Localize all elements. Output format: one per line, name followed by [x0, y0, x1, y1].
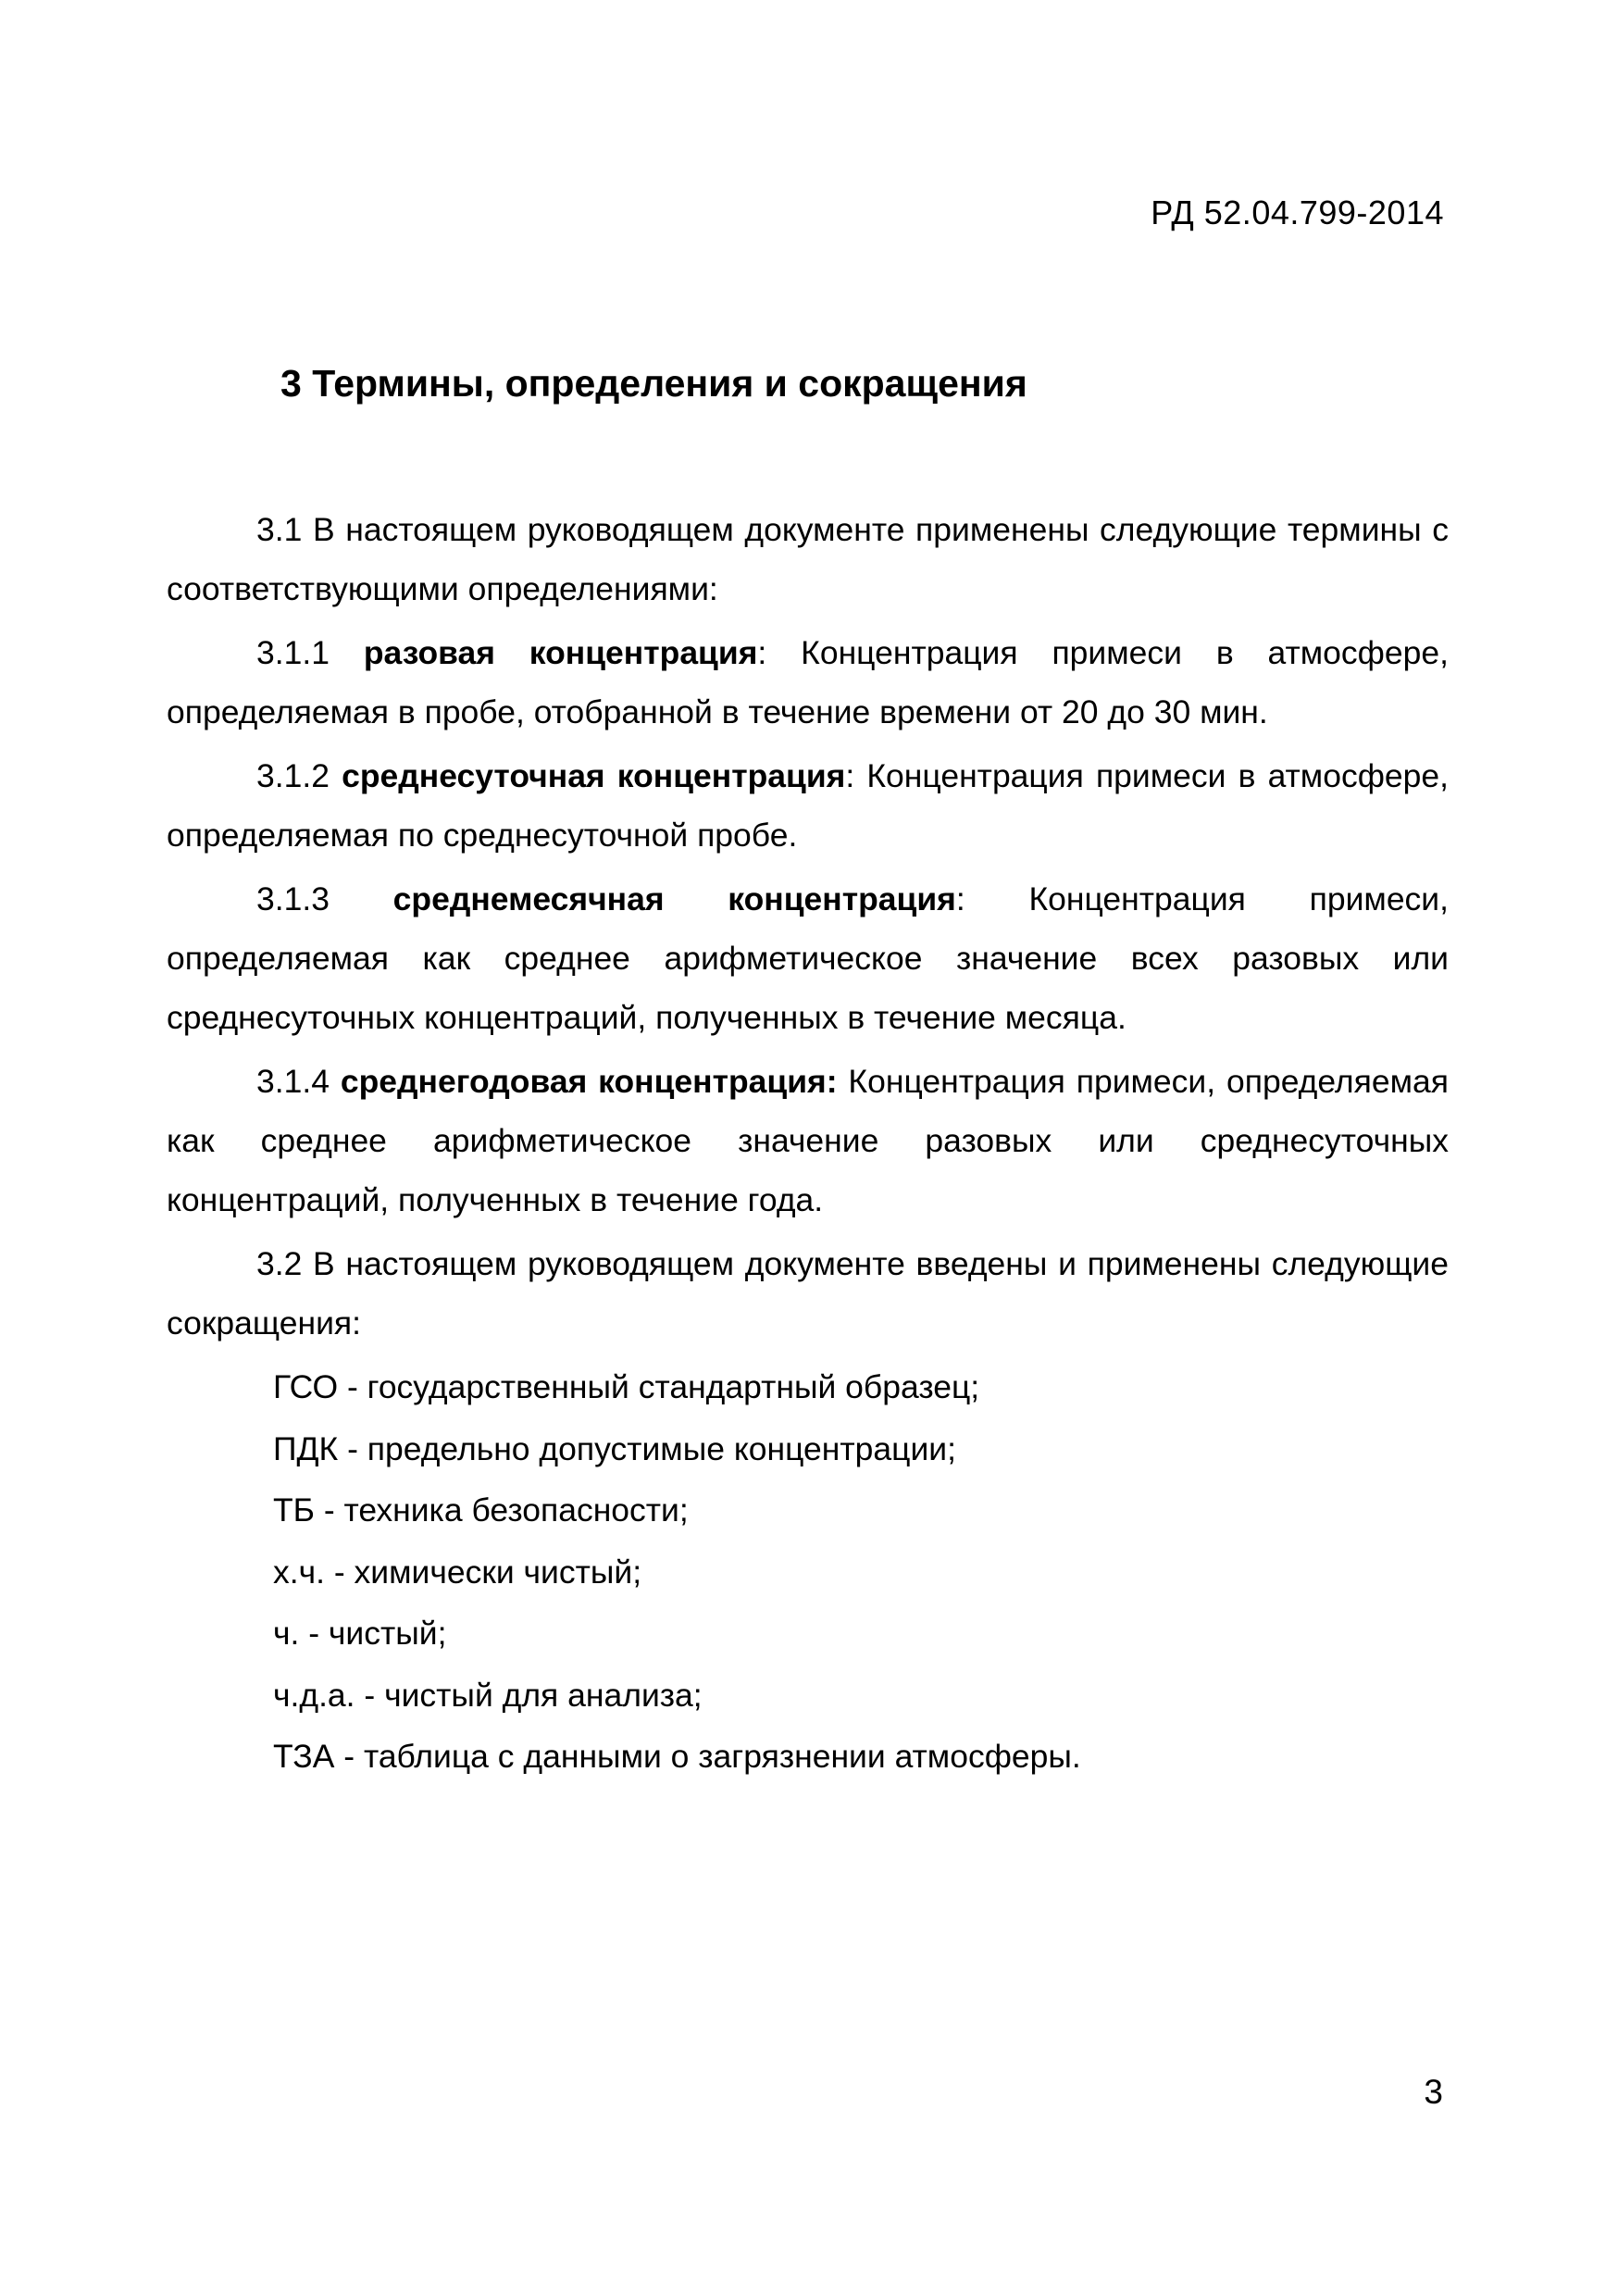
paragraph-number: 3.1.2	[256, 757, 342, 794]
paragraph-number: 3.1.4	[256, 1063, 341, 1100]
term-definition: : Концентрация примеси, определяемая как среднее арифметическое значение всех разовых или среднесуточных концентраций, полученных в течение месяца.	[167, 880, 1449, 1036]
section-body	[167, 500, 1449, 1789]
paragraph-3-1	[167, 500, 1449, 618]
paragraph-3-2	[167, 1234, 1449, 1353]
paragraph-3-1-3	[167, 869, 1449, 1047]
abbreviation-item: ГСО - государственный стандартный образец;	[273, 1368, 980, 1405]
paragraph-3-1-4	[167, 1052, 1449, 1229]
paragraph-3-1-2	[167, 746, 1449, 865]
term-heading: разовая концентрация	[363, 634, 758, 671]
abbreviation-list	[167, 1357, 1449, 1786]
paragraph-text: В настоящем руководящем документе применены следующие термины с соответствующими определениями:	[167, 511, 1449, 607]
abbreviation-item: ТБ - техника безопасности;	[273, 1491, 689, 1529]
paragraph-text: В настоящем руководящем документе введены и применены следующие сокращения:	[167, 1245, 1449, 1341]
term-heading: среднесуточная концентрация	[342, 757, 846, 794]
term-heading: среднегодовая концентрация:	[340, 1063, 838, 1100]
paragraph-number: 3.1.1	[256, 634, 364, 671]
term-definition: : Концентрация примеси в атмосфере, определяемая в пробе, отобранной в течение времени от 20 до 30 мин.	[167, 634, 1449, 730]
abbreviation-item: ПДК - предельно допустимые концентрации;	[273, 1429, 956, 1467]
paragraph-number: 3.1.3	[256, 880, 393, 917]
document-code: РД 52.04.799-2014	[1151, 193, 1444, 231]
page-number: 3	[1424, 2073, 1443, 2111]
abbreviation-item: ч.д.а. - чистый для анализа;	[273, 1676, 703, 1714]
section-title: 3 Термины, определения и сокращения	[280, 362, 1027, 405]
term-heading: среднемесячная концентрация	[392, 880, 956, 917]
paragraph-number: 3.1	[256, 511, 303, 548]
term-definition: : Концентрация примеси в атмосфере, определяемая по среднесуточной пробе.	[167, 757, 1449, 854]
abbreviation-item: ч. - чистый;	[273, 1615, 447, 1652]
paragraph-3-1-1	[167, 623, 1449, 742]
abbreviation-item: х.ч. - химически чистый;	[273, 1553, 642, 1591]
abbreviation-item: ТЗА - таблица с данными о загрязнении атмосферы.	[273, 1738, 1081, 1775]
term-definition: Концентрация примеси, определяемая как среднее арифметическое значение разовых или среднесуточных концентраций, полученных в течение года.	[167, 1063, 1449, 1218]
paragraph-number: 3.2	[256, 1245, 303, 1282]
